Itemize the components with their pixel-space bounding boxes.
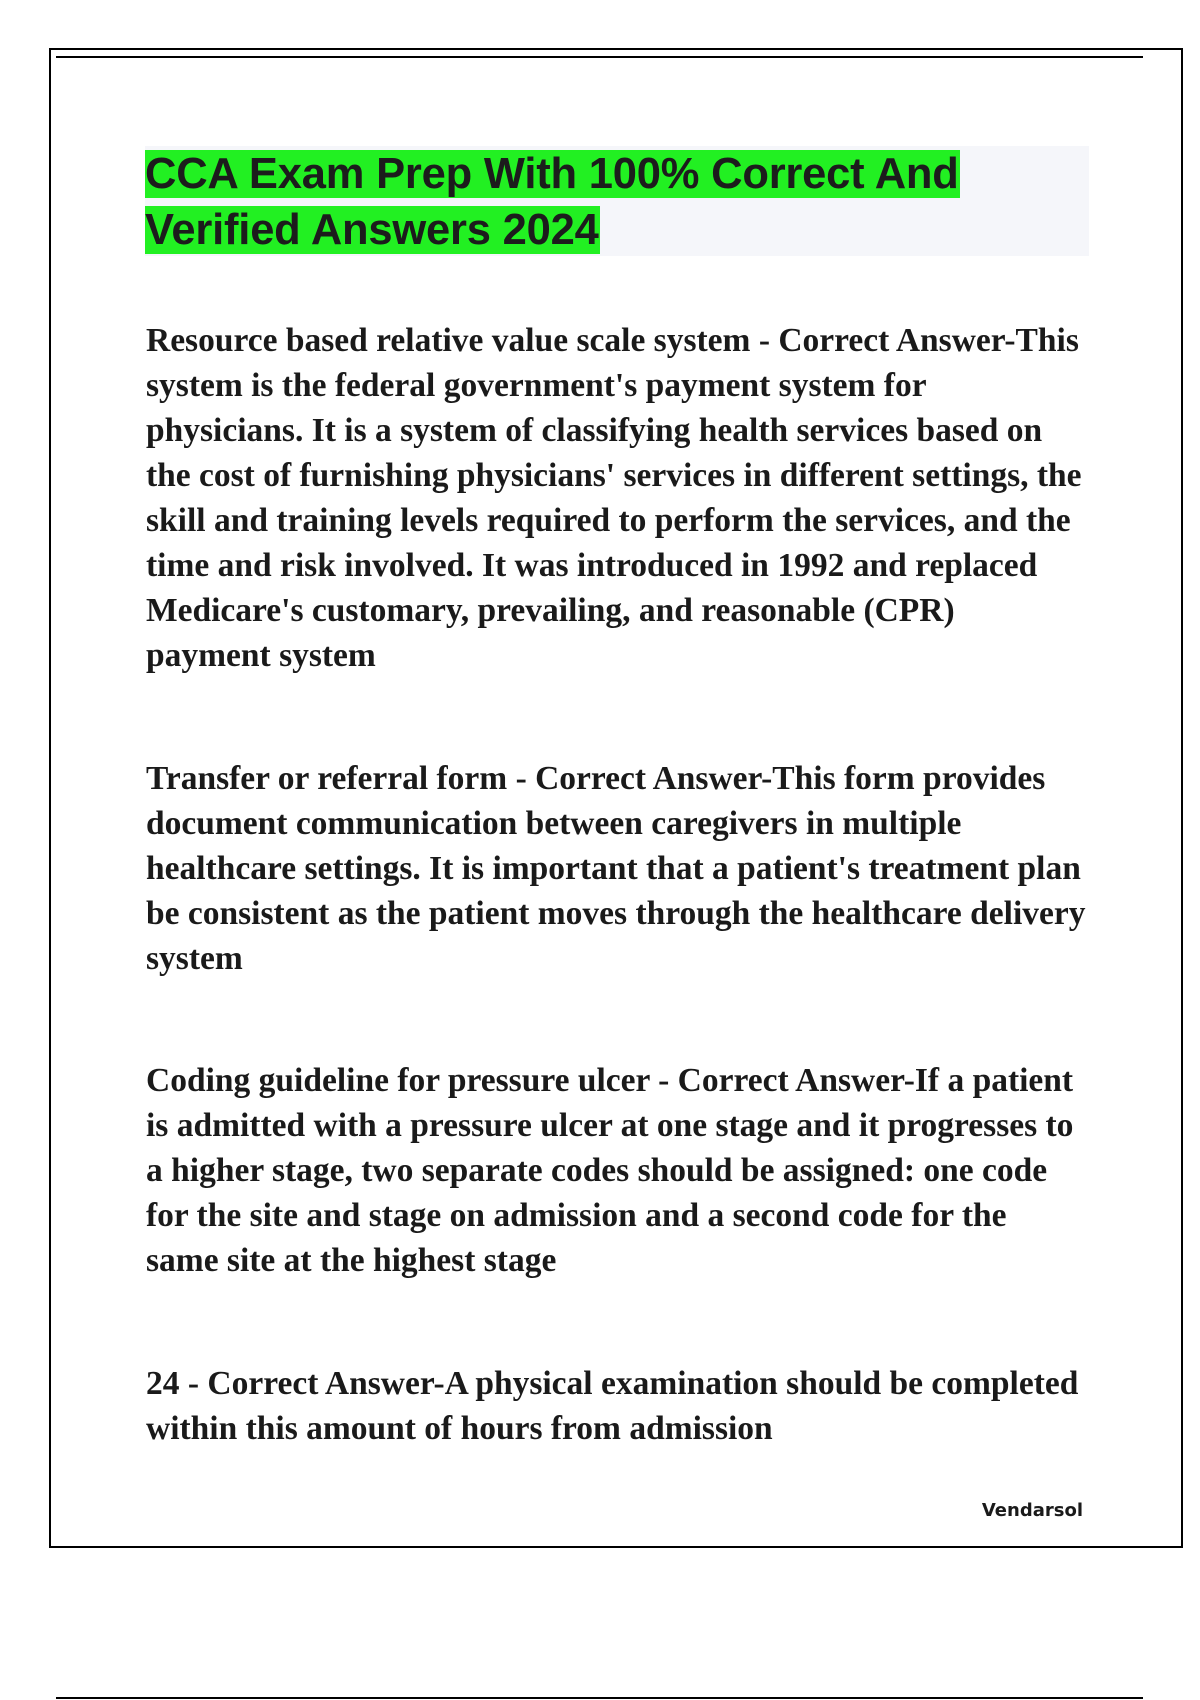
qa-entry-physical-exam: 24 - Correct Answer-A physical examination should be completed within this amount of hours from admission	[146, 1365, 1079, 1447]
title-highlight: CCA Exam Prep With 100% Correct And Verified Answers 2024	[145, 150, 959, 254]
qa-entry-rbrvs: Resource based relative value scale system - Correct Answer-This system is the federal government's payment system for physicians. It is a system of classifying health services based on the cost of furnishing physicians' services in different settings, the skill and training levels required to perform the services, and the time and risk involved. It was introduced in 1992 and replaced Medicare's customary, prevailing, and reasonable (CPR) payment system	[146, 322, 1082, 674]
page-title	[145, 146, 1089, 258]
bottom-rule	[56, 1697, 1143, 1699]
qa-entry-pressure-ulcer: Coding guideline for pressure ulcer - Correct Answer-If a patient is admitted with a pressure ulcer at one stage and it progresses to a higher stage, two separate codes should be assigned: one code for the site and stage on admission and a second code for the same site at the highest stage	[146, 1062, 1074, 1279]
vendor-watermark: Vendarsol	[981, 1500, 1083, 1521]
title-block	[145, 146, 1089, 256]
qa-entry-transfer-form: Transfer or referral form - Correct Answer-This form provides document communication between caregivers in multiple healthcare settings. It is important that a patient's treatment plan be consistent as the patient moves through the healthcare delivery system	[146, 760, 1086, 977]
